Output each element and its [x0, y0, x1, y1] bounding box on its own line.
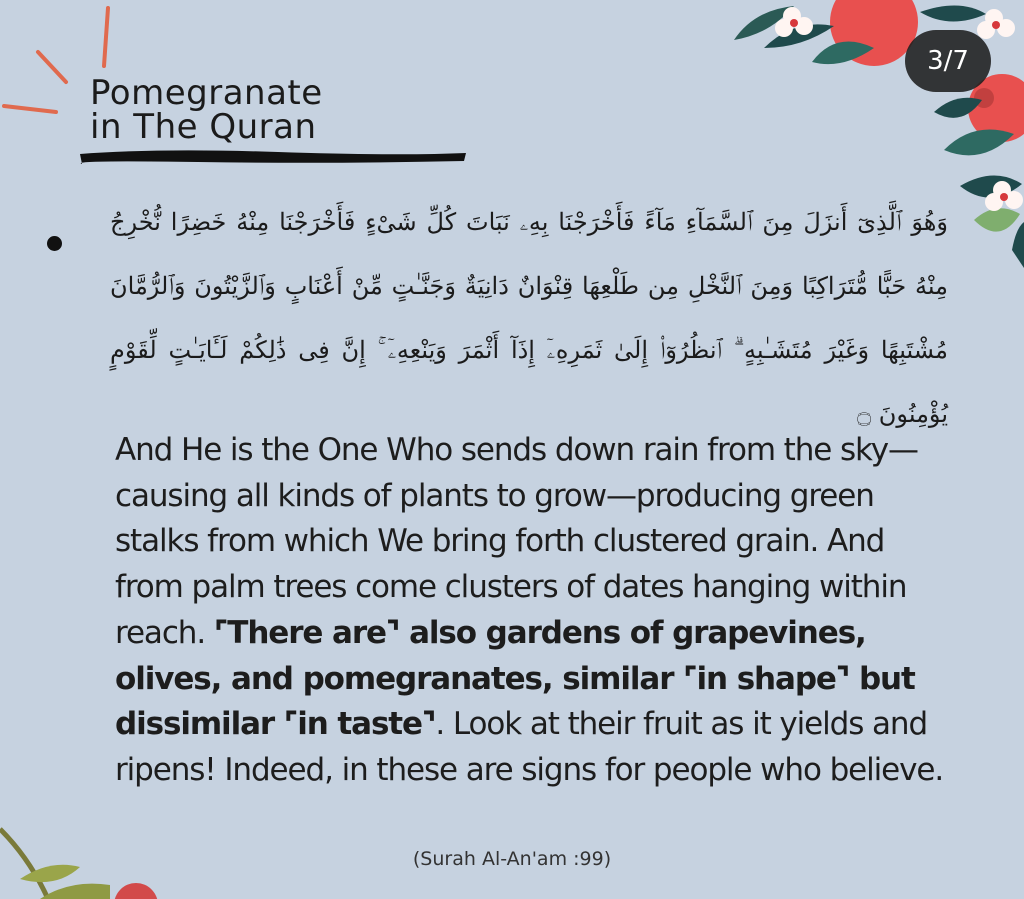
arabic-verse-text: وَهُوَ ٱلَّذِىٓ أَنزَلَ مِنَ ٱلسَّمَآءِ مَآءً فَأَخْرَجْنَا بِهِۦ نَبَاتَ كُلِّ شَىْءٍ فَأَخْرَجْنَا مِنْهُ خَضِرًا نُّخْرِجُ مِنْهُ حَبًّا مُّتَرَاكِبًا وَمِنَ ٱلنَّخْلِ مِن طَلْعِهَا قِنْوَانٌ دَانِيَةٌ وَجَنَّـٰتٍ مِّنْ أَعْنَابٍ وَٱلزَّيْتُونَ وَٱلرُّمَّانَ مُشْتَبِهًا وَغَيْرَ مُتَشَـٰبِهٍ ۗ ٱنظُرُوٓا۟ إِلَىٰ ثَمَرِهِۦٓ إِذَآ أَثْمَرَ وَيَنْعِهِۦٓ ۚ إِنَّ فِى ذَٰلِكُمْ لَـَٔايَـٰتٍ لِّقَوْمٍ يُؤْمِنُونَ ۝ — [110, 208, 948, 428]
surah-citation: (Surah Al-An'am :99) — [412, 848, 612, 870]
verse-translation — [115, 428, 945, 794]
translation-part-1: And He is the One Who sends down rain from the sky—causing all kinds of plants to grow—producing green stalks from which We bring forth clustered grain. And from palm trees come clusters of dates hanging within reach. — [115, 432, 918, 651]
brush-underline — [78, 144, 468, 168]
translation-bold-part: ⌜There are⌝ also gardens of grapevines, olives, and pomegranates, similar ⌜in shape⌝ but dissimilar ⌜in taste⌝ — [115, 614, 915, 743]
bullet-dot — [47, 236, 62, 251]
page-indicator-badge: 3/7 — [905, 30, 991, 92]
title-line-1: Pomegranate — [90, 73, 323, 113]
title-line-2: in The Quran — [90, 107, 317, 147]
translation-part-2: . Look at their fruit as it yields and ripens! Indeed, in these are signs for people who believe. — [115, 706, 944, 788]
slide-title — [90, 73, 323, 147]
leaf-decoration-bottom-left — [0, 819, 160, 899]
